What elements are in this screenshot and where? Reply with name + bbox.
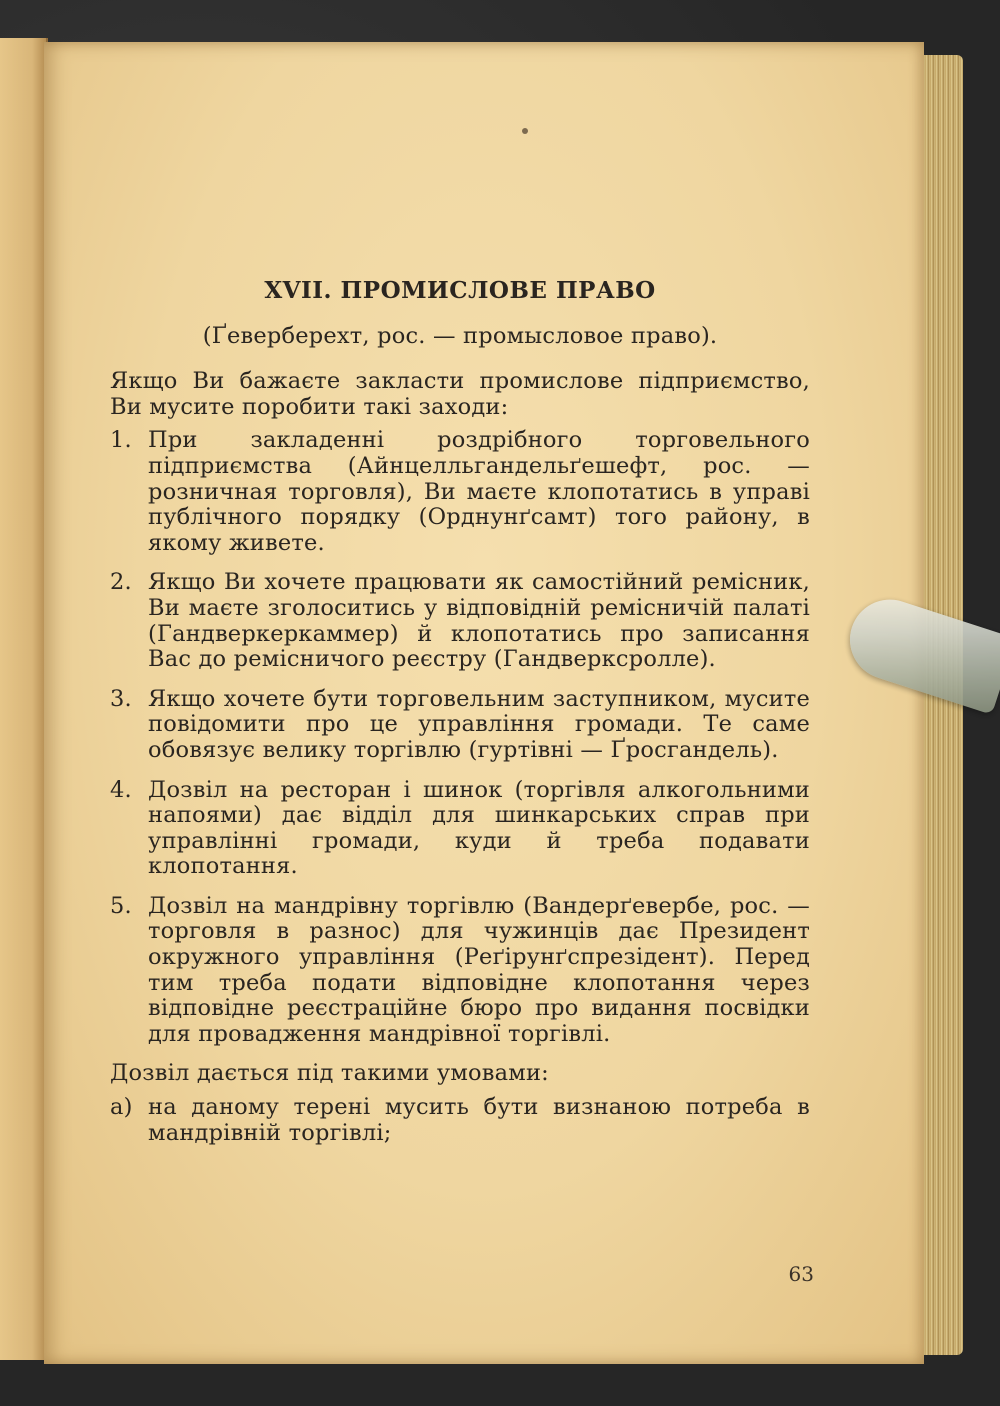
list-item [110,894,810,1048]
list-item-text: Якщо хочете бути торговельним заступником, мусите повідомити про це управління громади. Те саме обовязує велику торгівлю (гуртівні — Ґросгандель). [148,685,810,763]
intro-paragraph: Якщо Ви бажаєте закласти промислове підприємство, Ви мусите поробити такі заходи: [110,368,810,420]
facing-page-edge [0,38,48,1360]
page-number: 63 [788,1262,814,1286]
page-text [110,278,810,1160]
condition-item-letter: а) [110,1094,133,1121]
list-item [110,687,810,764]
list-item-number: 3. [110,685,132,712]
list-item [110,428,810,556]
condition-item [110,1095,810,1146]
chapter-heading: XVII. ПРОМИСЛОВЕ ПРАВО [264,277,656,304]
list-item-text: Дозвіл на ресторан і шинок (торгівля алкогольними напоями) дає відділ для шинкарських справ при управлінні громади, куди й треба подавати клопотання. [148,776,810,880]
list-item-number: 5. [110,892,132,919]
list-item-text: Дозвіл на мандрівну торгівлю (Вандерґевербе, рос. — торговля в разнос) для чужинців дає Президент окружного управління (Реґірунґспрезідент). Перед тим треба подати відповідне клопотання через відповідне реєстраційне бюро про видання посвідки для провадження мандрівної торгівлі. [148,892,810,1047]
conditions-intro: Дозвіл дається під такими умовами: [110,1060,549,1087]
list-item-number: 1. [110,427,132,454]
list-item-text: При закладенні роздрібного торговельного підприємства (Айнцелльгандельґешефт, рос. — розничная торговля), Ви маєте клопотатись в управі публічного порядку (Орднунґсамт) того району, в якому живете. [148,427,810,556]
chapter-subtitle: (Ґеверберехт, рос. — промысловое право). [202,322,718,349]
list-item-text: Якщо Ви хочете працювати як самостійний ремісник, Ви маєте зголоситись у відповідній ремісничій палаті (Гандверкеркаммер) й клопотатись про записання Вас до ремісничого реєстру (Гандверксролле). [148,569,810,673]
list-item [110,778,810,880]
condition-item-text: на даному терені мусить бути визнаною потреба в мандрівній торгівлі; [148,1094,810,1146]
list-item-number: 4. [110,776,132,803]
list-item-number: 2. [110,569,132,596]
paper-speck [522,128,528,134]
list-item [110,570,810,672]
